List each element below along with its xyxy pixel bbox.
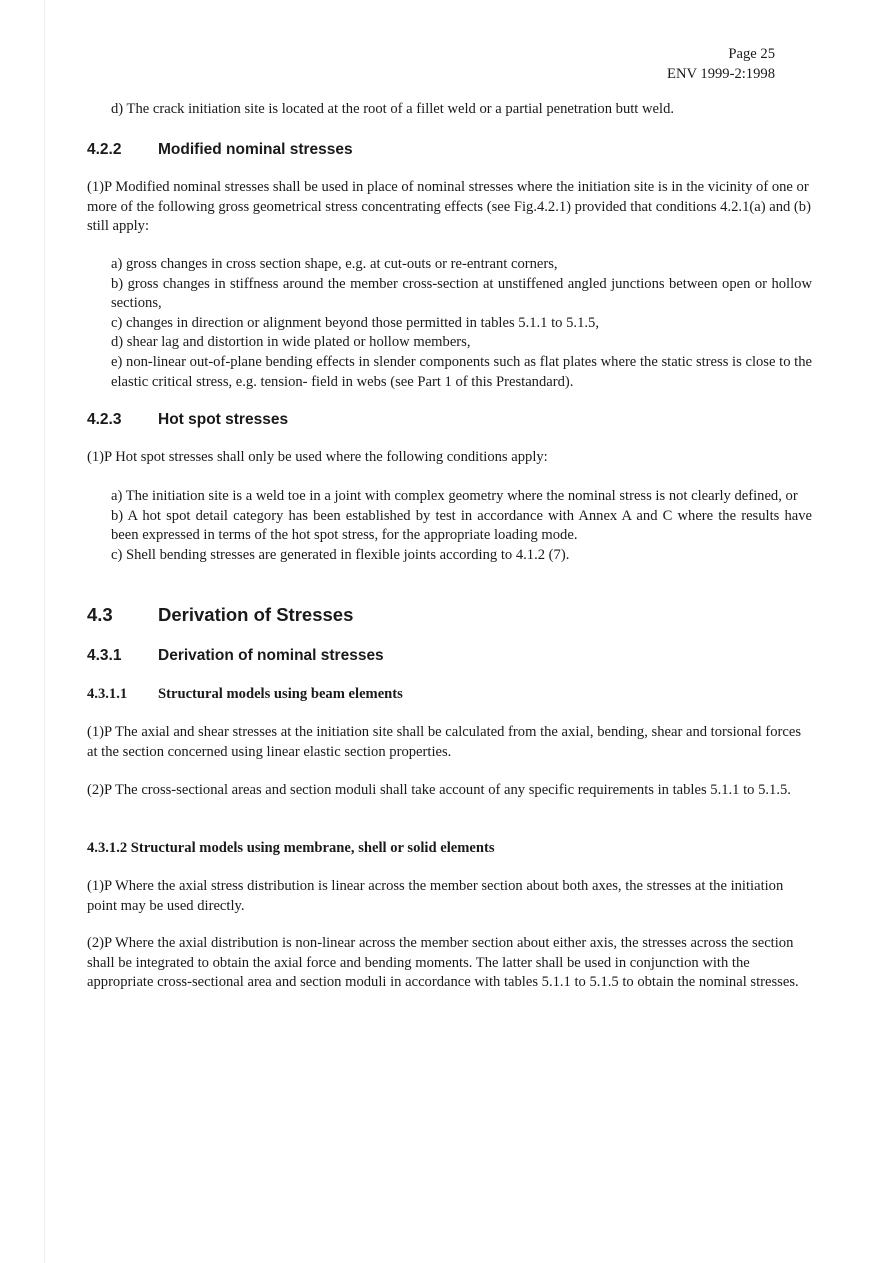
- section-heading-4-3: [87, 604, 353, 626]
- paragraph-4-2-2-1: (1)P Modified nominal stresses shall be used in place of nominal stresses where the initiation site is in the vicinity of one or more of the following gross geometrical stress concentrating effects (see Fig.4.2.1) provided that conditions 4.2.1(a) and (b) still apply:: [87, 179, 811, 235]
- section-title: Modified nominal stresses: [158, 141, 353, 158]
- section-heading-4-3-1-1: [87, 685, 403, 704]
- document-code: ENV 1999-2:1998: [667, 65, 775, 82]
- list-item: a) The initiation site is a weld toe in a joint with complex geometry where the nominal stress is not clearly defined, or: [111, 488, 798, 504]
- section-title: Derivation of Stresses: [158, 604, 354, 625]
- list-4-2-2: [111, 255, 812, 392]
- paragraph-4-3-1-2-2: (2)P Where the axial distribution is non-linear across the member section about either axis, the stresses across the section shall be integrated to obtain the axial force and bending moments. The latter shall be used in conjunction with the appropriate cross-sectional area and section moduli in accordance with tables 5.1.1 to 5.1.5 to obtain the nominal stresses.: [87, 935, 799, 991]
- section-heading-4-2-3: [87, 410, 288, 430]
- paragraph-4-2-3-1: (1)P Hot spot stresses shall only be used where the following conditions apply:: [87, 449, 548, 465]
- page-number: Page 25: [728, 46, 775, 62]
- list-item: c) Shell bending stresses are generated in flexible joints according to 4.1.2 (7).: [111, 546, 570, 563]
- paragraph-4-3-1-1-2: (2)P The cross-sectional areas and section moduli shall take account of any specific requirements in tables 5.1.1 to 5.1.5.: [87, 782, 791, 798]
- list-item: a) gross changes in cross section shape, e.g. at cut-outs or re-entrant corners,: [111, 256, 558, 272]
- list-4-2-3: [111, 487, 812, 565]
- paragraph-4-3-1-1-1: (1)P The axial and shear stresses at the initiation site shall be calculated from the axial, bending, shear and torsional forces at the section concerned using linear elastic section properties.: [87, 724, 802, 760]
- section-number: 4.2.3: [87, 411, 122, 428]
- list-item: c) changes in direction or alignment beyond those permitted in tables 5.1.1 to 5.1.5,: [111, 314, 599, 331]
- list-item: b) A hot spot detail category has been established by test in accordance with Annex A and C where the results have been expressed in terms of the hot spot stress, for the appropriate loading mode.: [111, 507, 812, 544]
- section-number: 4.3: [87, 604, 113, 625]
- scan-edge-line: [44, 0, 45, 1263]
- section-title: Derivation of nominal stresses: [158, 647, 384, 664]
- continued-list-item: d) The crack initiation site is located at the root of a fillet weld or a partial penetration butt weld.: [111, 101, 675, 117]
- section-title: Hot spot stresses: [158, 411, 289, 428]
- section-title: Structural models using beam elements: [158, 686, 403, 702]
- section-heading-4-3-1: [87, 646, 384, 666]
- section-heading-4-3-1-2: 4.3.1.2 Structural models using membrane, shell or solid elements: [87, 840, 495, 856]
- list-item: b) gross changes in stiffness around the member cross-section at unstiffened angled junctions between open or hollow sections,: [111, 275, 812, 312]
- section-number: 4.2.2: [87, 141, 122, 158]
- section-number: 4.3.1: [87, 647, 122, 664]
- section-heading-4-2-2: [87, 140, 353, 160]
- paragraph-4-3-1-2-1: (1)P Where the axial stress distribution is linear across the member section about both axes, the stresses at the initiation point may be used directly.: [87, 878, 784, 914]
- list-item: e) non-linear out-of-plane bending effects in slender components such as flat plates where the static stress is close to the elastic critical stress, e.g. tension- field in webs (see Part 1 of this Prestandard).: [111, 353, 812, 390]
- list-item: d) shear lag and distortion in wide plated or hollow members,: [111, 334, 471, 351]
- page-header: [667, 45, 775, 84]
- section-number: 4.3.1.1: [87, 686, 128, 702]
